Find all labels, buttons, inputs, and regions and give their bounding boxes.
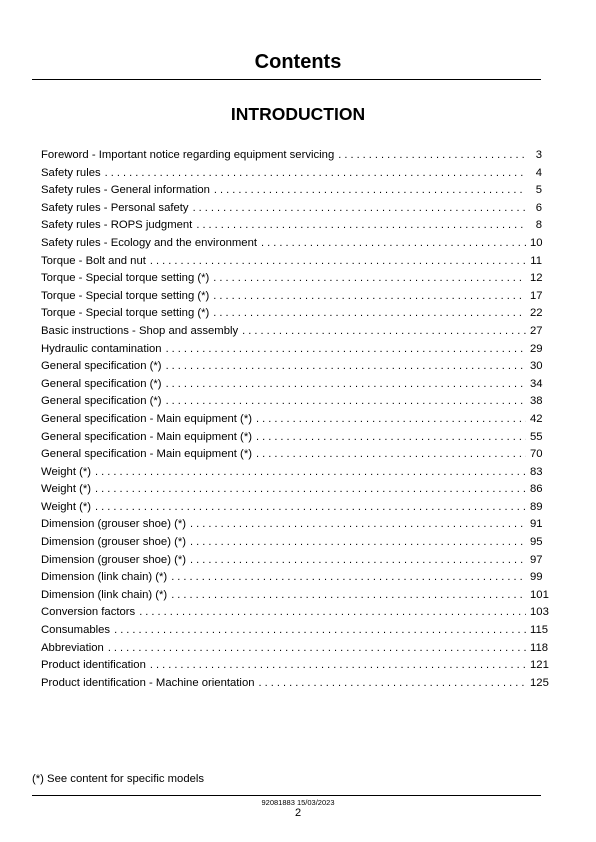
toc-entry-page: 95 — [530, 536, 543, 549]
toc-entry-page: 5 — [535, 184, 542, 197]
toc-entry[interactable] — [41, 270, 542, 288]
toc-dot-leader — [166, 341, 526, 359]
toc-entry-page: 118 — [530, 641, 549, 654]
toc-dot-leader — [190, 552, 526, 570]
toc-entry[interactable] — [41, 657, 549, 675]
toc-entry-page: 70 — [530, 448, 543, 461]
toc-dot-leader — [256, 429, 526, 447]
toc-entry-label: Safety rules - General information — [41, 184, 210, 197]
toc-entry[interactable] — [41, 305, 542, 323]
toc-entry-label: Safety rules - Ecology and the environment — [41, 236, 258, 249]
toc-entry-page: 38 — [530, 395, 543, 408]
toc-dot-leader — [108, 640, 526, 658]
toc-entry[interactable] — [41, 569, 542, 587]
toc-entry-page: 6 — [535, 201, 542, 214]
footnote: (*) See content for specific models — [32, 773, 205, 785]
footer-divider — [32, 795, 541, 796]
page-number: 2 — [294, 807, 302, 819]
toc-entry-page: 8 — [535, 219, 542, 232]
toc-dot-leader — [105, 165, 526, 183]
toc-entry-label: General specification - Main equipment (*) — [41, 412, 252, 425]
toc-entry[interactable] — [41, 429, 542, 447]
toc-entry-label: Torque - Special torque setting (*) — [41, 289, 210, 302]
toc-entry-page: 115 — [530, 624, 549, 637]
toc-entry[interactable] — [41, 499, 542, 517]
toc-dot-leader — [213, 270, 526, 288]
toc-dot-leader — [166, 358, 526, 376]
toc-entry[interactable] — [41, 604, 549, 622]
toc-entry[interactable] — [41, 253, 542, 271]
toc-dot-leader — [190, 534, 526, 552]
toc-entry[interactable] — [41, 182, 542, 200]
toc-dot-leader — [214, 182, 526, 200]
toc-entry-label: Consumables — [41, 624, 111, 637]
toc-entry-page: 22 — [530, 307, 543, 320]
toc-dot-leader — [213, 288, 526, 306]
toc-entry-page: 4 — [535, 166, 542, 179]
toc-entry-page: 97 — [530, 553, 543, 566]
toc-entry-page: 27 — [530, 324, 543, 337]
toc-entry[interactable] — [41, 165, 542, 183]
toc-entry-label: Foreword - Important notice regarding equipment servicing — [41, 149, 335, 161]
toc-entry-label: General specification - Main equipment (*) — [41, 448, 252, 461]
toc-entry-page: 91 — [530, 518, 543, 531]
toc-entry-page: 83 — [530, 465, 543, 478]
toc-dot-leader — [95, 481, 526, 499]
toc-entry-label: Abbreviation — [41, 641, 104, 654]
toc-dot-leader — [256, 446, 526, 464]
toc-entry-label: Safety rules — [41, 166, 101, 179]
toc-entry-label: Dimension (link chain) (*) — [41, 588, 168, 601]
header-divider — [32, 79, 541, 80]
toc-entry-label: Dimension (grouser shoe) (*) — [41, 536, 187, 549]
toc-entry-label: General specification (*) — [41, 377, 162, 390]
toc-entry[interactable] — [41, 358, 542, 376]
toc-entry-page: 89 — [530, 500, 543, 513]
toc-dot-leader — [171, 569, 526, 587]
toc-entry[interactable] — [41, 323, 542, 341]
toc-dot-leader — [150, 253, 526, 271]
toc-entry[interactable] — [41, 587, 549, 605]
toc-entry-page: 12 — [530, 272, 543, 285]
toc-entry-label: Product identification - Machine orientation — [41, 676, 255, 689]
toc-entry-label: Product identification — [41, 659, 146, 672]
toc-dot-leader — [95, 499, 526, 517]
toc-entry-page: 121 — [530, 659, 549, 672]
toc-dot-leader — [150, 657, 526, 675]
toc-entry[interactable] — [41, 200, 542, 218]
toc-entry-label: Torque - Special torque setting (*) — [41, 307, 210, 320]
toc-entry-label: Weight (*) — [41, 465, 92, 478]
toc-dot-leader — [166, 393, 526, 411]
toc-entry-label: Safety rules - ROPS judgment — [41, 219, 193, 232]
toc-dot-leader — [166, 376, 526, 394]
document-id: 92081883 15/03/2023 — [261, 798, 335, 807]
table-of-contents — [41, 147, 549, 692]
toc-entry[interactable] — [41, 288, 542, 306]
toc-entry-label: Torque - Special torque setting (*) — [41, 272, 210, 285]
toc-entry-page: 34 — [530, 377, 543, 390]
toc-entry-page: 3 — [535, 149, 542, 161]
toc-entry-label: Weight (*) — [41, 483, 92, 496]
toc-entry[interactable] — [41, 446, 542, 464]
toc-entry-page: 86 — [530, 483, 543, 496]
page-title: Contents — [254, 51, 342, 73]
toc-entry-page: 101 — [530, 588, 549, 601]
toc-entry[interactable] — [41, 516, 542, 534]
toc-entry-label: Dimension (grouser shoe) (*) — [41, 553, 187, 566]
toc-entry-label: General specification - Main equipment (*) — [41, 430, 252, 443]
toc-dot-leader — [171, 587, 526, 605]
toc-entry-page: 29 — [530, 342, 543, 355]
toc-entry[interactable] — [41, 411, 542, 429]
toc-entry-page: 99 — [530, 571, 543, 584]
toc-dot-leader — [139, 604, 526, 622]
toc-entry-page: 103 — [530, 606, 549, 619]
toc-entry[interactable] — [41, 622, 549, 640]
toc-entry-label: Dimension (grouser shoe) (*) — [41, 518, 187, 531]
toc-entry-label: Conversion factors — [41, 606, 136, 619]
toc-entry[interactable] — [41, 393, 542, 411]
toc-entry-label: Torque - Bolt and nut — [41, 254, 146, 267]
toc-entry[interactable] — [41, 376, 542, 394]
toc-entry[interactable] — [41, 481, 542, 499]
toc-dot-leader — [338, 147, 526, 165]
toc-entry-page: 42 — [530, 412, 543, 425]
toc-entry-label: General specification (*) — [41, 395, 162, 408]
toc-dot-leader — [193, 200, 526, 218]
toc-entry-page: 30 — [530, 360, 543, 373]
toc-entry[interactable] — [41, 675, 549, 693]
toc-entry[interactable] — [41, 217, 542, 235]
toc-entry[interactable] — [41, 147, 542, 165]
toc-entry[interactable] — [41, 235, 542, 253]
toc-entry-label: Hydraulic contamination — [41, 342, 162, 355]
toc-entry[interactable] — [41, 464, 542, 482]
toc-entry-label: Basic instructions - Shop and assembly — [41, 324, 239, 337]
toc-entry-page: 10 — [530, 236, 543, 249]
toc-entry[interactable] — [41, 552, 542, 570]
toc-entry-label: Weight (*) — [41, 500, 92, 513]
toc-dot-leader — [213, 305, 526, 323]
toc-dot-leader — [242, 323, 526, 341]
toc-dot-leader — [259, 675, 526, 693]
toc-entry[interactable] — [41, 341, 542, 359]
toc-entry-page: 55 — [530, 430, 543, 443]
section-title: INTRODUCTION — [230, 104, 366, 124]
toc-entry[interactable] — [41, 640, 549, 658]
toc-entry-label: General specification (*) — [41, 360, 162, 373]
toc-dot-leader — [261, 235, 526, 253]
toc-dot-leader — [196, 217, 526, 235]
toc-dot-leader — [256, 411, 526, 429]
toc-entry-label: Dimension (link chain) (*) — [41, 571, 168, 584]
toc-entry-label: Safety rules - Personal safety — [41, 201, 189, 214]
toc-entry[interactable] — [41, 534, 542, 552]
toc-dot-leader — [190, 516, 526, 534]
toc-entry-page: 17 — [530, 289, 543, 302]
toc-dot-leader — [114, 622, 526, 640]
toc-dot-leader — [95, 464, 526, 482]
toc-entry-page: 11 — [530, 254, 542, 267]
toc-entry-page: 125 — [530, 676, 549, 689]
